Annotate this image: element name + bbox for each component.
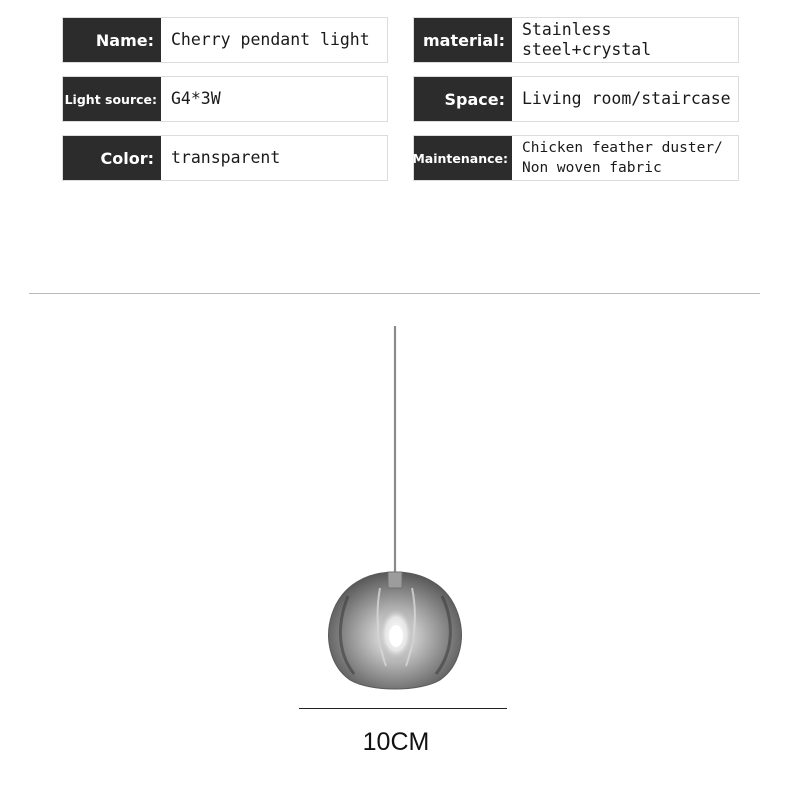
pendant-light-image [320, 326, 470, 706]
spec-value: Living room/staircase [522, 89, 731, 108]
spec-label: Color: [63, 136, 161, 180]
spec-row-space [413, 76, 739, 122]
spec-row-name [62, 17, 388, 63]
spec-label: Light source: [63, 77, 161, 121]
section-divider [29, 293, 760, 294]
spec-value: Cherry pendant light [171, 30, 370, 49]
spec-value: Stainless steel+crystal [522, 20, 652, 59]
spec-row-material [413, 17, 739, 63]
dimension-line [299, 708, 507, 709]
spec-row-light-source [62, 76, 388, 122]
spec-label: Space: [414, 77, 512, 121]
spec-row-color [62, 135, 388, 181]
spec-value: Chicken feather duster/ Non woven fabric [522, 140, 723, 176]
spec-label: material: [414, 18, 512, 62]
dimension-label: 10CM [362, 728, 430, 756]
spec-value: transparent [171, 148, 281, 167]
spec-label: Maintenance: [414, 136, 512, 180]
spec-row-maintenance [413, 135, 739, 181]
spec-value: G4*3W [171, 89, 221, 108]
socket [388, 572, 402, 588]
spec-label: Name: [63, 18, 161, 62]
